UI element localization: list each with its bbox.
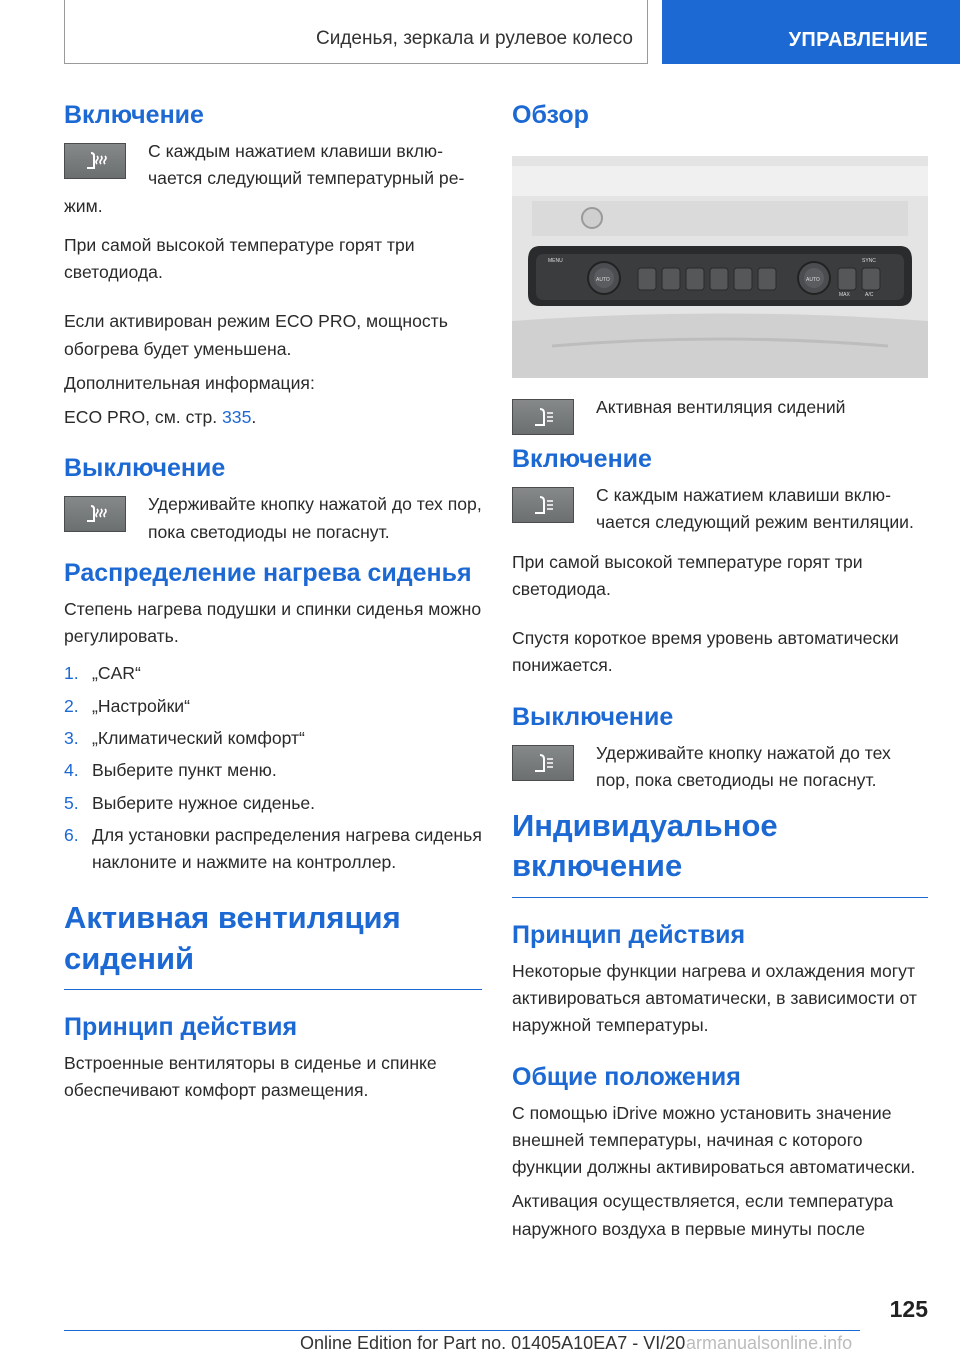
heat-off-text: Удерживайте кнопку нажатой до тех пор, пока светодиоды не погаснут. bbox=[148, 494, 482, 542]
climate-control-panel-image bbox=[512, 156, 928, 378]
heading-overview: Обзор bbox=[512, 101, 589, 129]
panel-label-sync: SYNC bbox=[862, 258, 876, 264]
seat-heating-icon bbox=[82, 148, 108, 174]
panel-label-auto-left: AUTO bbox=[596, 277, 610, 283]
heat-on-block bbox=[64, 138, 482, 227]
general-text-1: С помощью iDrive можно установить значение внешней температуры, начиная с которого функции должны активироваться автоматически. bbox=[512, 1102, 916, 1178]
vent-symbol-block bbox=[512, 394, 928, 439]
list-item: 2. „Настройки“ bbox=[64, 695, 190, 716]
header-section-box bbox=[64, 0, 648, 64]
panel-label-auto-right: AUTO bbox=[806, 277, 820, 283]
header-section-title: Сиденья, зеркала и рулевое колесо bbox=[316, 28, 633, 49]
seat-ventilation-icon bbox=[530, 492, 556, 518]
heat-on-text: С каждым нажатием клавиши включается следующий температурный режим. bbox=[64, 141, 465, 216]
heading-heat-on: Включение bbox=[64, 101, 204, 129]
vent-principle-text: Встроенные вентиляторы в сиденье и спинке обеспечивают комфорт размещения. bbox=[64, 1052, 437, 1101]
vent-leds-text: При самой высокой температуре горят три светодиода. bbox=[512, 551, 863, 599]
seat-ventilation-button-icon bbox=[512, 399, 574, 435]
vent-on-text: С каждым нажатием клавиши включается следующий режим вентиляции. bbox=[596, 485, 914, 533]
seat-heating-button-icon bbox=[64, 143, 126, 179]
vent-off-text: Удерживайте кнопку нажатой до тех пор, пока светодиоды не погаснут. bbox=[596, 742, 891, 790]
heading-vent-on: Включение bbox=[512, 445, 652, 473]
vent-on-block bbox=[512, 482, 928, 544]
panel-label-menu: MENU bbox=[548, 258, 563, 264]
panel-label-ac: A/C bbox=[865, 292, 874, 298]
seat-ventilation-icon bbox=[530, 404, 556, 430]
seat-ventilation-icon bbox=[530, 750, 556, 776]
heading-individual-activation: Индивидуальное включение bbox=[512, 808, 778, 884]
vent-symbol-label: Активная вентиляция сидений bbox=[596, 397, 846, 417]
general-text-2: Активация осуществляется, если температура наружного воздуха в первые минуты после bbox=[512, 1191, 894, 1239]
heat-off-block bbox=[64, 491, 482, 553]
heading-heat-distribution: Распределение нагрева сиденья bbox=[64, 558, 472, 587]
footer-edition: Online Edition for Part no. 01405A10EA7 - VI/20 bbox=[300, 1333, 686, 1353]
heading-general: Общие положения bbox=[512, 1062, 741, 1091]
seat-ventilation-button-icon-2 bbox=[512, 487, 574, 523]
header-chapter-tab[interactable] bbox=[662, 0, 960, 64]
footer-watermark: armanualsonline.info bbox=[686, 1333, 853, 1353]
heat-eco-text: Если активирован режим ECO PRO, мощность обогрева будет уменьшена. bbox=[64, 311, 448, 359]
heat-leds-text: При самой высокой температуре горят три светодиода. bbox=[64, 234, 415, 283]
list-item: 4. Выберите пункт меню. bbox=[64, 760, 277, 781]
page-number: 125 bbox=[889, 1296, 928, 1322]
list-item: 1. „CAR“ bbox=[64, 663, 141, 684]
right-column bbox=[512, 100, 928, 1250]
heat-more-info: Дополнительная информация: bbox=[64, 372, 315, 393]
header-chapter-label: УПРАВЛЕНИЕ bbox=[788, 29, 928, 51]
indiv-principle-text: Некоторые функции нагрева и охлаждения могут активироваться автоматически, в зависимости от наружной температуры. bbox=[512, 960, 917, 1036]
heat-eco-ref: ECO PRO, см. стр. 335. bbox=[64, 407, 257, 428]
heading-heat-off: Выключение bbox=[64, 454, 226, 483]
heading-vent-off: Выключение bbox=[512, 702, 674, 731]
section-vent-title-block bbox=[64, 898, 482, 990]
vent-auto-lower-text: Спустя короткое время уровень автоматически понижается. bbox=[512, 628, 899, 676]
heading-active-ventilation: Активная вентиляция сидений bbox=[64, 900, 401, 976]
panel-label-max: MAX bbox=[839, 292, 850, 298]
heading-vent-principle: Принцип действия bbox=[64, 1012, 298, 1041]
seat-ventilation-button-icon-3 bbox=[512, 745, 574, 781]
heat-distribution-text: Степень нагрева подушки и спинки сиденья можно регулировать. bbox=[64, 598, 482, 647]
list-item: 5. Выберите нужное сиденье. bbox=[64, 792, 316, 813]
eco-pro-page-link[interactable]: 335 bbox=[222, 407, 252, 428]
footer-divider bbox=[64, 1330, 860, 1331]
list-item: 3. „Климатический комфорт“ bbox=[64, 727, 305, 748]
seat-heating-icon bbox=[82, 501, 108, 527]
list-item: 6. Для установки распределения нагрева сиденья наклоните и нажмите на контроллер. bbox=[64, 824, 482, 873]
left-column bbox=[64, 100, 482, 1111]
section-individual-title-block bbox=[512, 806, 928, 898]
vent-off-block bbox=[512, 740, 928, 802]
heat-distribution-steps bbox=[64, 660, 482, 876]
seat-heating-button-icon-2 bbox=[64, 496, 126, 532]
climate-panel-photo bbox=[512, 156, 928, 378]
heading-indiv-principle: Принцип действия bbox=[512, 920, 746, 949]
